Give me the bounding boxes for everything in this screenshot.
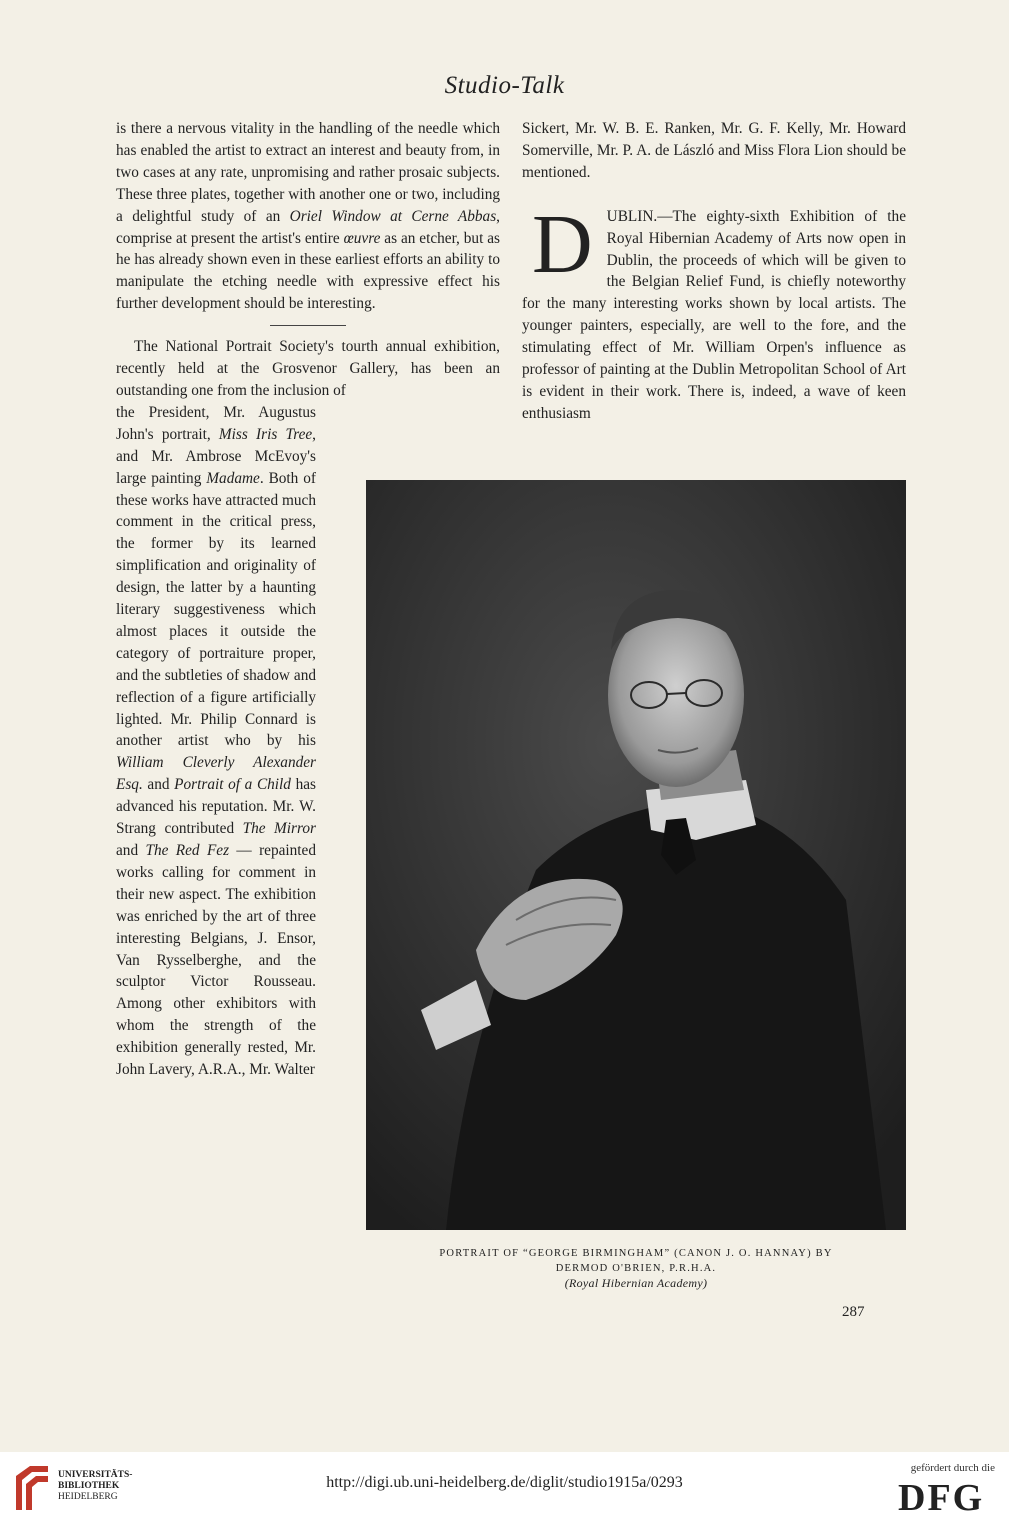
caption-line-3: (Royal Hibernian Academy) [564,1276,708,1290]
right-paragraph-1: Sickert, Mr. W. B. E. Ranken, Mr. G. F. Kelly, Mr. Howard Somerville, Mr. P. A. de László and Miss Flora Lion should be mentioned. [522,120,906,181]
running-header: Studio-Talk [444,72,565,99]
right-column [522,118,906,425]
funding-note: gefördert durch die [910,1462,995,1474]
source-url[interactable]: http://digi.ub.uni-heidelberg.de/diglit/studio1915a/0293 [326,1474,683,1491]
left-paragraph-3: the President, Mr. Augustus John's portrait, Miss Iris Tree, and Mr. Ambrose McEvoy's large painting Madame. Both of these works have attracted much comment in the critical press, the former by its learned simplification and originality of design, the latter by a haunting literary suggestiveness which almost places it outside the category of portraiture proper, and the subtleties of shadow and reflection of a figure artificially lighted. Mr. Philip Connard is another artist who by his William Cleverly Alexander Esq. and Portrait of a Child has advanced his reputation. Mr. W. Strang contributed The Mirror and The Red Fez — repainted works calling for comment in their new aspect. The exhibition was enriched by the art of three interesting Belgians, J. Ensor, Van Rysselberghe, and the sculptor Victor Rousseau. Among other exhibitors with whom the strength of the exhibition generally rested, Mr. John Lavery, A.R.A., Mr. Walter [116,403,317,1079]
figure-caption [366,1246,906,1291]
portrait-image [366,480,906,1230]
portrait-illustration [366,480,906,1230]
left-paragraph-2: The National Portrait Society's tourth annual exhibition, recently held at the Grosvenor Gallery, has been an outstanding one from the inclusion of [116,338,500,399]
caption-line-1: PORTRAIT OF “GEORGE BIRMINGHAM” (CANON J. O. HANNAY) BY [439,1248,833,1259]
dfg-logo: DFG [898,1477,985,1519]
drop-cap: D [532,197,593,291]
right-paragraph-2: DUBLIN.—The eighty-sixth Exhibition of the Royal Hibernian Academy of Arts now open in Dublin, the proceeds of which will be given to the Belgian Relief Fund, is chiefly noteworthy for the many interesting works shown by local artists. The younger painters, especially, are well to the fore, and the stimulating effect of Mr. William Orpen's influence as professor of painting at the Dublin Metropolitan School of Art is evident in their work. There is, indeed, a wave of keen enthusiasm [522,197,906,422]
page-number: 287 [842,1304,865,1320]
caption-line-2: DERMOD O'BRIEN, P.R.H.A. [555,1263,717,1274]
library-name: UNIVERSITÄTS- BIBLIOTHEK HEIDELBERG [58,1470,133,1502]
section-divider [270,325,346,326]
left-paragraph-1: is there a nervous vitality in the handling of the needle which has enabled the artist to extract an interest and beauty from, in two cases at any rate, unpromising and rather prosaic subjects. These three plates, together with another one or two, including a delightful study of an Oriel Window at Cerne Abbas, comprise at present the artist's entire œuvre as an etcher, but as he has already shown even in these earliest efforts an ability to manipulate the etching needle with expressive effect his further development should be interesting. [116,120,500,313]
